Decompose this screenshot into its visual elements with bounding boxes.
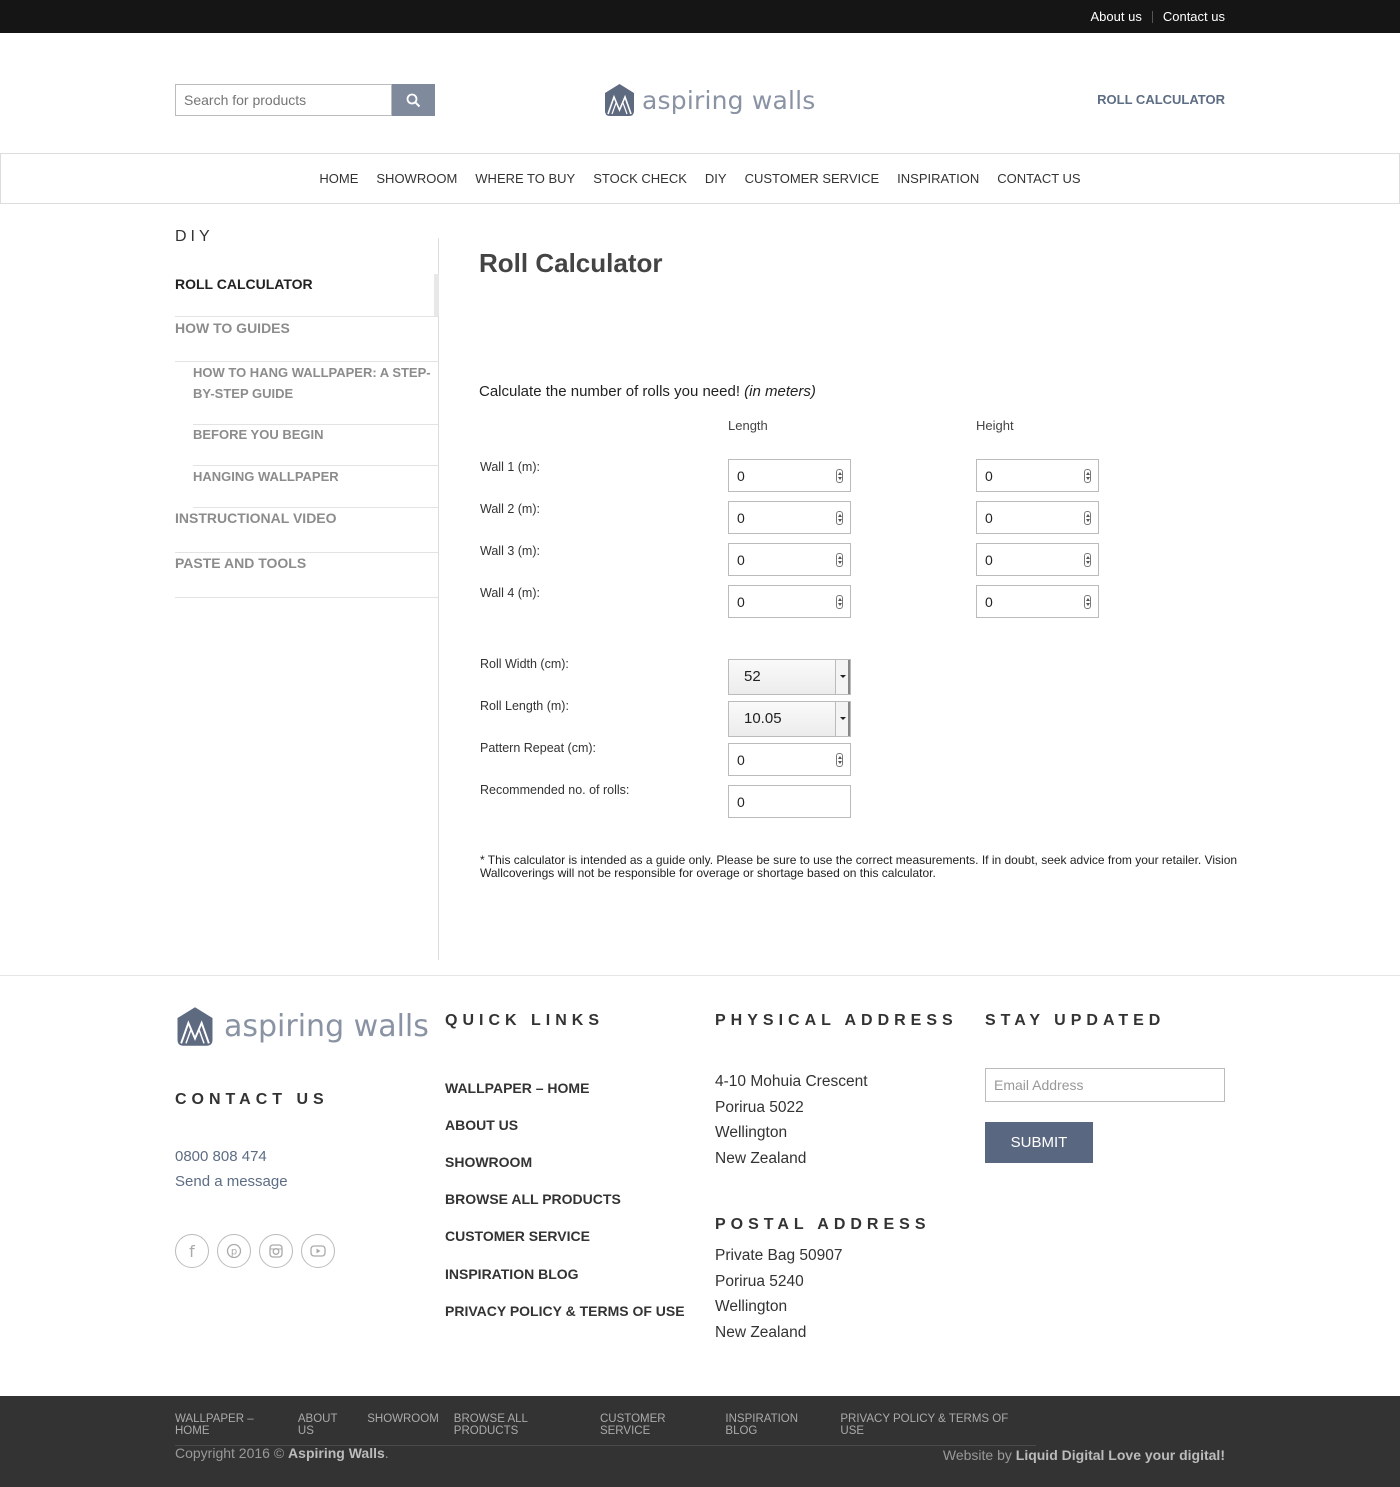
- postal-address: [715, 1243, 843, 1346]
- wall-3-label: Wall 3 (m):: [480, 544, 540, 558]
- sidebar-item-before-you-begin[interactable]: BEFORE YOU BEGIN: [193, 424, 438, 466]
- site-credit: [943, 1447, 1225, 1463]
- top-link-separator: [1152, 11, 1153, 23]
- instagram-icon[interactable]: [259, 1234, 293, 1268]
- wall-3-height-value: 0: [985, 552, 993, 568]
- bottom-link-about-us[interactable]: ABOUT US: [297, 1413, 338, 1437]
- wall-2-label: Wall 2 (m):: [480, 502, 540, 516]
- send-message-link[interactable]: Send a message: [175, 1173, 288, 1190]
- sidebar-item-roll-calculator[interactable]: ROLL CALCULATOR: [175, 276, 438, 317]
- nav-where-to-buy[interactable]: WHERE TO BUY: [475, 171, 576, 186]
- recommended-rolls-output[interactable]: [728, 785, 851, 818]
- about-us-link[interactable]: About us: [1090, 9, 1142, 24]
- wall-1-length-value: 0: [737, 468, 745, 484]
- wall-2-height-input[interactable]: [976, 501, 1099, 534]
- postal-address-heading: POSTAL ADDRESS: [715, 1216, 931, 1233]
- wall-4-length-value: 0: [737, 594, 745, 610]
- quick-link-showroom[interactable]: SHOWROOM: [445, 1154, 533, 1170]
- sidebar: [175, 228, 439, 571]
- wall-2-height-value: 0: [985, 510, 993, 526]
- copyright: Copyright 2016 © Aspiring Walls.: [175, 1445, 389, 1461]
- length-column-header: Length: [728, 418, 768, 433]
- nav-contact-us[interactable]: CONTACT US: [997, 171, 1081, 186]
- wall-4-label: Wall 4 (m):: [480, 586, 540, 600]
- main-content: [479, 248, 1229, 279]
- quick-link-about-us[interactable]: ABOUT US: [445, 1117, 519, 1133]
- contact-us-link[interactable]: Contact us: [1162, 9, 1225, 24]
- postal-address-line: Porirua 5240: [715, 1272, 804, 1290]
- bottom-link-wallpaper-home[interactable]: WALLPAPER – HOME: [175, 1413, 254, 1437]
- site-header: [0, 33, 1400, 153]
- bottom-link-showroom[interactable]: SHOWROOM: [367, 1413, 439, 1425]
- bottom-link-privacy-policy[interactable]: PRIVACY POLICY & TERMS OF USE: [840, 1413, 1009, 1437]
- wall-4-length-input[interactable]: [728, 585, 851, 618]
- chevron-down-icon[interactable]: [835, 660, 850, 694]
- credit-prefix: Website by: [942, 1447, 1012, 1463]
- physical-address: [715, 1069, 868, 1172]
- search-form: [175, 84, 435, 116]
- wall-3-length-input[interactable]: [728, 543, 851, 576]
- physical-address-heading: PHYSICAL ADDRESS: [715, 1012, 958, 1029]
- footer-bottom-bar: [0, 1396, 1400, 1487]
- physical-address-line: Porirua 5022: [715, 1098, 804, 1116]
- svg-text:p: p: [230, 1246, 238, 1258]
- credit-link[interactable]: Liquid Digital Love your digital!: [1015, 1447, 1225, 1463]
- recommended-rolls-label: Recommended no. of rolls:: [480, 783, 630, 797]
- height-column-header: Height: [976, 418, 1014, 433]
- quick-link-inspiration-blog[interactable]: INSPIRATION BLOG: [445, 1266, 579, 1282]
- copyright-prefix: Copyright 2016 ©: [175, 1445, 285, 1461]
- top-bar: [0, 0, 1400, 33]
- intro-text: Calculate the number of rolls you need!: [479, 383, 740, 400]
- quick-link-browse-all[interactable]: BROWSE ALL PRODUCTS: [445, 1191, 621, 1207]
- pattern-repeat-value: 0: [737, 752, 745, 768]
- chevron-down-icon[interactable]: [835, 702, 850, 736]
- wall-2-length-input[interactable]: [728, 501, 851, 534]
- quick-links-heading: QUICK LINKS: [445, 1012, 604, 1029]
- spinner-icon[interactable]: [836, 595, 843, 609]
- calculator-intro: [479, 383, 816, 400]
- wall-1-height-value: 0: [985, 468, 993, 484]
- footer-bottom-links: [175, 1413, 1036, 1446]
- wall-1-length-input[interactable]: [728, 459, 851, 492]
- sidebar-menu: [175, 238, 439, 960]
- logo-mark-icon: [175, 1006, 215, 1047]
- recommended-rolls-value: 0: [737, 794, 745, 810]
- nav-customer-service[interactable]: CUSTOMER SERVICE: [744, 171, 880, 186]
- quick-link-privacy-policy[interactable]: PRIVACY POLICY & TERMS OF USE: [445, 1303, 685, 1319]
- spinner-icon[interactable]: [1084, 553, 1091, 567]
- roll-length-select[interactable]: [728, 701, 851, 737]
- contact-heading: CONTACT US: [175, 1091, 329, 1108]
- bottom-link-customer-service[interactable]: CUSTOMER SERVICE: [599, 1413, 666, 1437]
- search-input[interactable]: [175, 84, 392, 116]
- footer-logo[interactable]: [175, 1006, 429, 1047]
- copyright-name[interactable]: Aspiring Walls: [288, 1445, 385, 1461]
- main-nav: [0, 153, 1400, 204]
- physical-address-line: 4-10 Mohuia Crescent: [715, 1073, 868, 1090]
- spinner-icon[interactable]: [1084, 595, 1091, 609]
- quick-link-customer-service[interactable]: CUSTOMER SERVICE: [445, 1228, 590, 1244]
- sidebar-item-hanging-wallpaper[interactable]: HANGING WALLPAPER: [193, 466, 438, 508]
- nav-stock-check[interactable]: STOCK CHECK: [593, 171, 687, 186]
- pinterest-icon[interactable]: [217, 1234, 251, 1268]
- wall-4-height-input[interactable]: [976, 585, 1099, 618]
- quick-link-wallpaper-home[interactable]: WALLPAPER – HOME: [445, 1080, 590, 1096]
- wall-1-height-input[interactable]: [976, 459, 1099, 492]
- page-title: Roll Calculator: [479, 248, 663, 278]
- sidebar-title: DIY: [175, 228, 214, 245]
- nav-home[interactable]: HOME: [319, 171, 359, 186]
- facebook-icon[interactable]: f: [175, 1234, 209, 1268]
- spinner-icon[interactable]: [836, 469, 843, 483]
- sidebar-item-paste-and-tools[interactable]: PASTE AND TOOLS: [175, 555, 438, 598]
- logo-mark-icon: [603, 83, 636, 117]
- roll-width-label: Roll Width (cm):: [480, 657, 569, 671]
- physical-address-line: New Zealand: [715, 1150, 807, 1168]
- pattern-repeat-input[interactable]: [728, 743, 851, 776]
- wall-3-height-input[interactable]: [976, 543, 1099, 576]
- spinner-icon[interactable]: [1084, 469, 1091, 483]
- wall-2-length-value: 0: [737, 510, 745, 526]
- email-field[interactable]: Email Address: [985, 1068, 1225, 1102]
- nav-showroom[interactable]: SHOWROOM: [376, 171, 458, 186]
- stay-updated-heading: STAY UPDATED: [985, 1012, 1166, 1029]
- sidebar-item-how-to-guides[interactable]: HOW TO GUIDES: [175, 320, 438, 362]
- intro-unit: (in meters): [744, 383, 816, 400]
- roll-width-select[interactable]: [728, 659, 851, 695]
- spinner-icon[interactable]: [836, 753, 843, 767]
- postal-address-line: Private Bag 50907: [715, 1247, 843, 1264]
- site-logo[interactable]: [603, 83, 816, 117]
- roll-calculator-link[interactable]: ROLL CALCULATOR: [1097, 92, 1225, 107]
- calculator-disclaimer: * This calculator is intended as a guide only. Please be sure to use the correct measurements. If in doubt, seek advice from your retailer. Vision Wallcoverings will not be responsible for overage or shortage based on this calculator.: [480, 853, 1238, 880]
- nav-diy[interactable]: DIY: [704, 171, 727, 186]
- sidebar-item-instructional-video[interactable]: INSTRUCTIONAL VIDEO: [175, 510, 438, 553]
- sidebar-item-how-to-hang-wallpaper[interactable]: HOW TO HANG WALLPAPER: A STEP-BY-STEP GUIDE: [193, 362, 438, 425]
- roll-width-value: 52: [744, 668, 761, 685]
- bottom-link-browse-all[interactable]: BROWSE ALL PRODUCTS: [453, 1413, 528, 1437]
- nav-inspiration[interactable]: INSPIRATION: [897, 171, 980, 186]
- pattern-repeat-label: Pattern Repeat (cm):: [480, 741, 597, 755]
- roll-length-value: 10.05: [744, 710, 782, 727]
- search-icon: [406, 93, 421, 108]
- search-button[interactable]: [392, 84, 435, 116]
- postal-address-line: Wellington: [715, 1298, 788, 1316]
- physical-address-line: Wellington: [715, 1124, 788, 1142]
- spinner-icon[interactable]: [836, 553, 843, 567]
- wall-4-height-value: 0: [985, 594, 993, 610]
- postal-address-line: New Zealand: [715, 1324, 807, 1342]
- spinner-icon[interactable]: [836, 511, 843, 525]
- youtube-icon[interactable]: [301, 1234, 335, 1268]
- footer-logo-wordmark: aspiring walls: [224, 1009, 429, 1044]
- logo-wordmark: aspiring walls: [642, 85, 816, 115]
- wall-3-length-value: 0: [737, 552, 745, 568]
- roll-length-label: Roll Length (m):: [480, 699, 569, 713]
- submit-button[interactable]: SUBMIT: [985, 1122, 1093, 1163]
- top-links: [1091, 9, 1225, 24]
- phone-link[interactable]: 0800 808 474: [175, 1148, 267, 1165]
- bottom-link-inspiration-blog[interactable]: INSPIRATION BLOG: [725, 1413, 799, 1437]
- wall-1-label: Wall 1 (m):: [480, 460, 540, 474]
- spinner-icon[interactable]: [1084, 511, 1091, 525]
